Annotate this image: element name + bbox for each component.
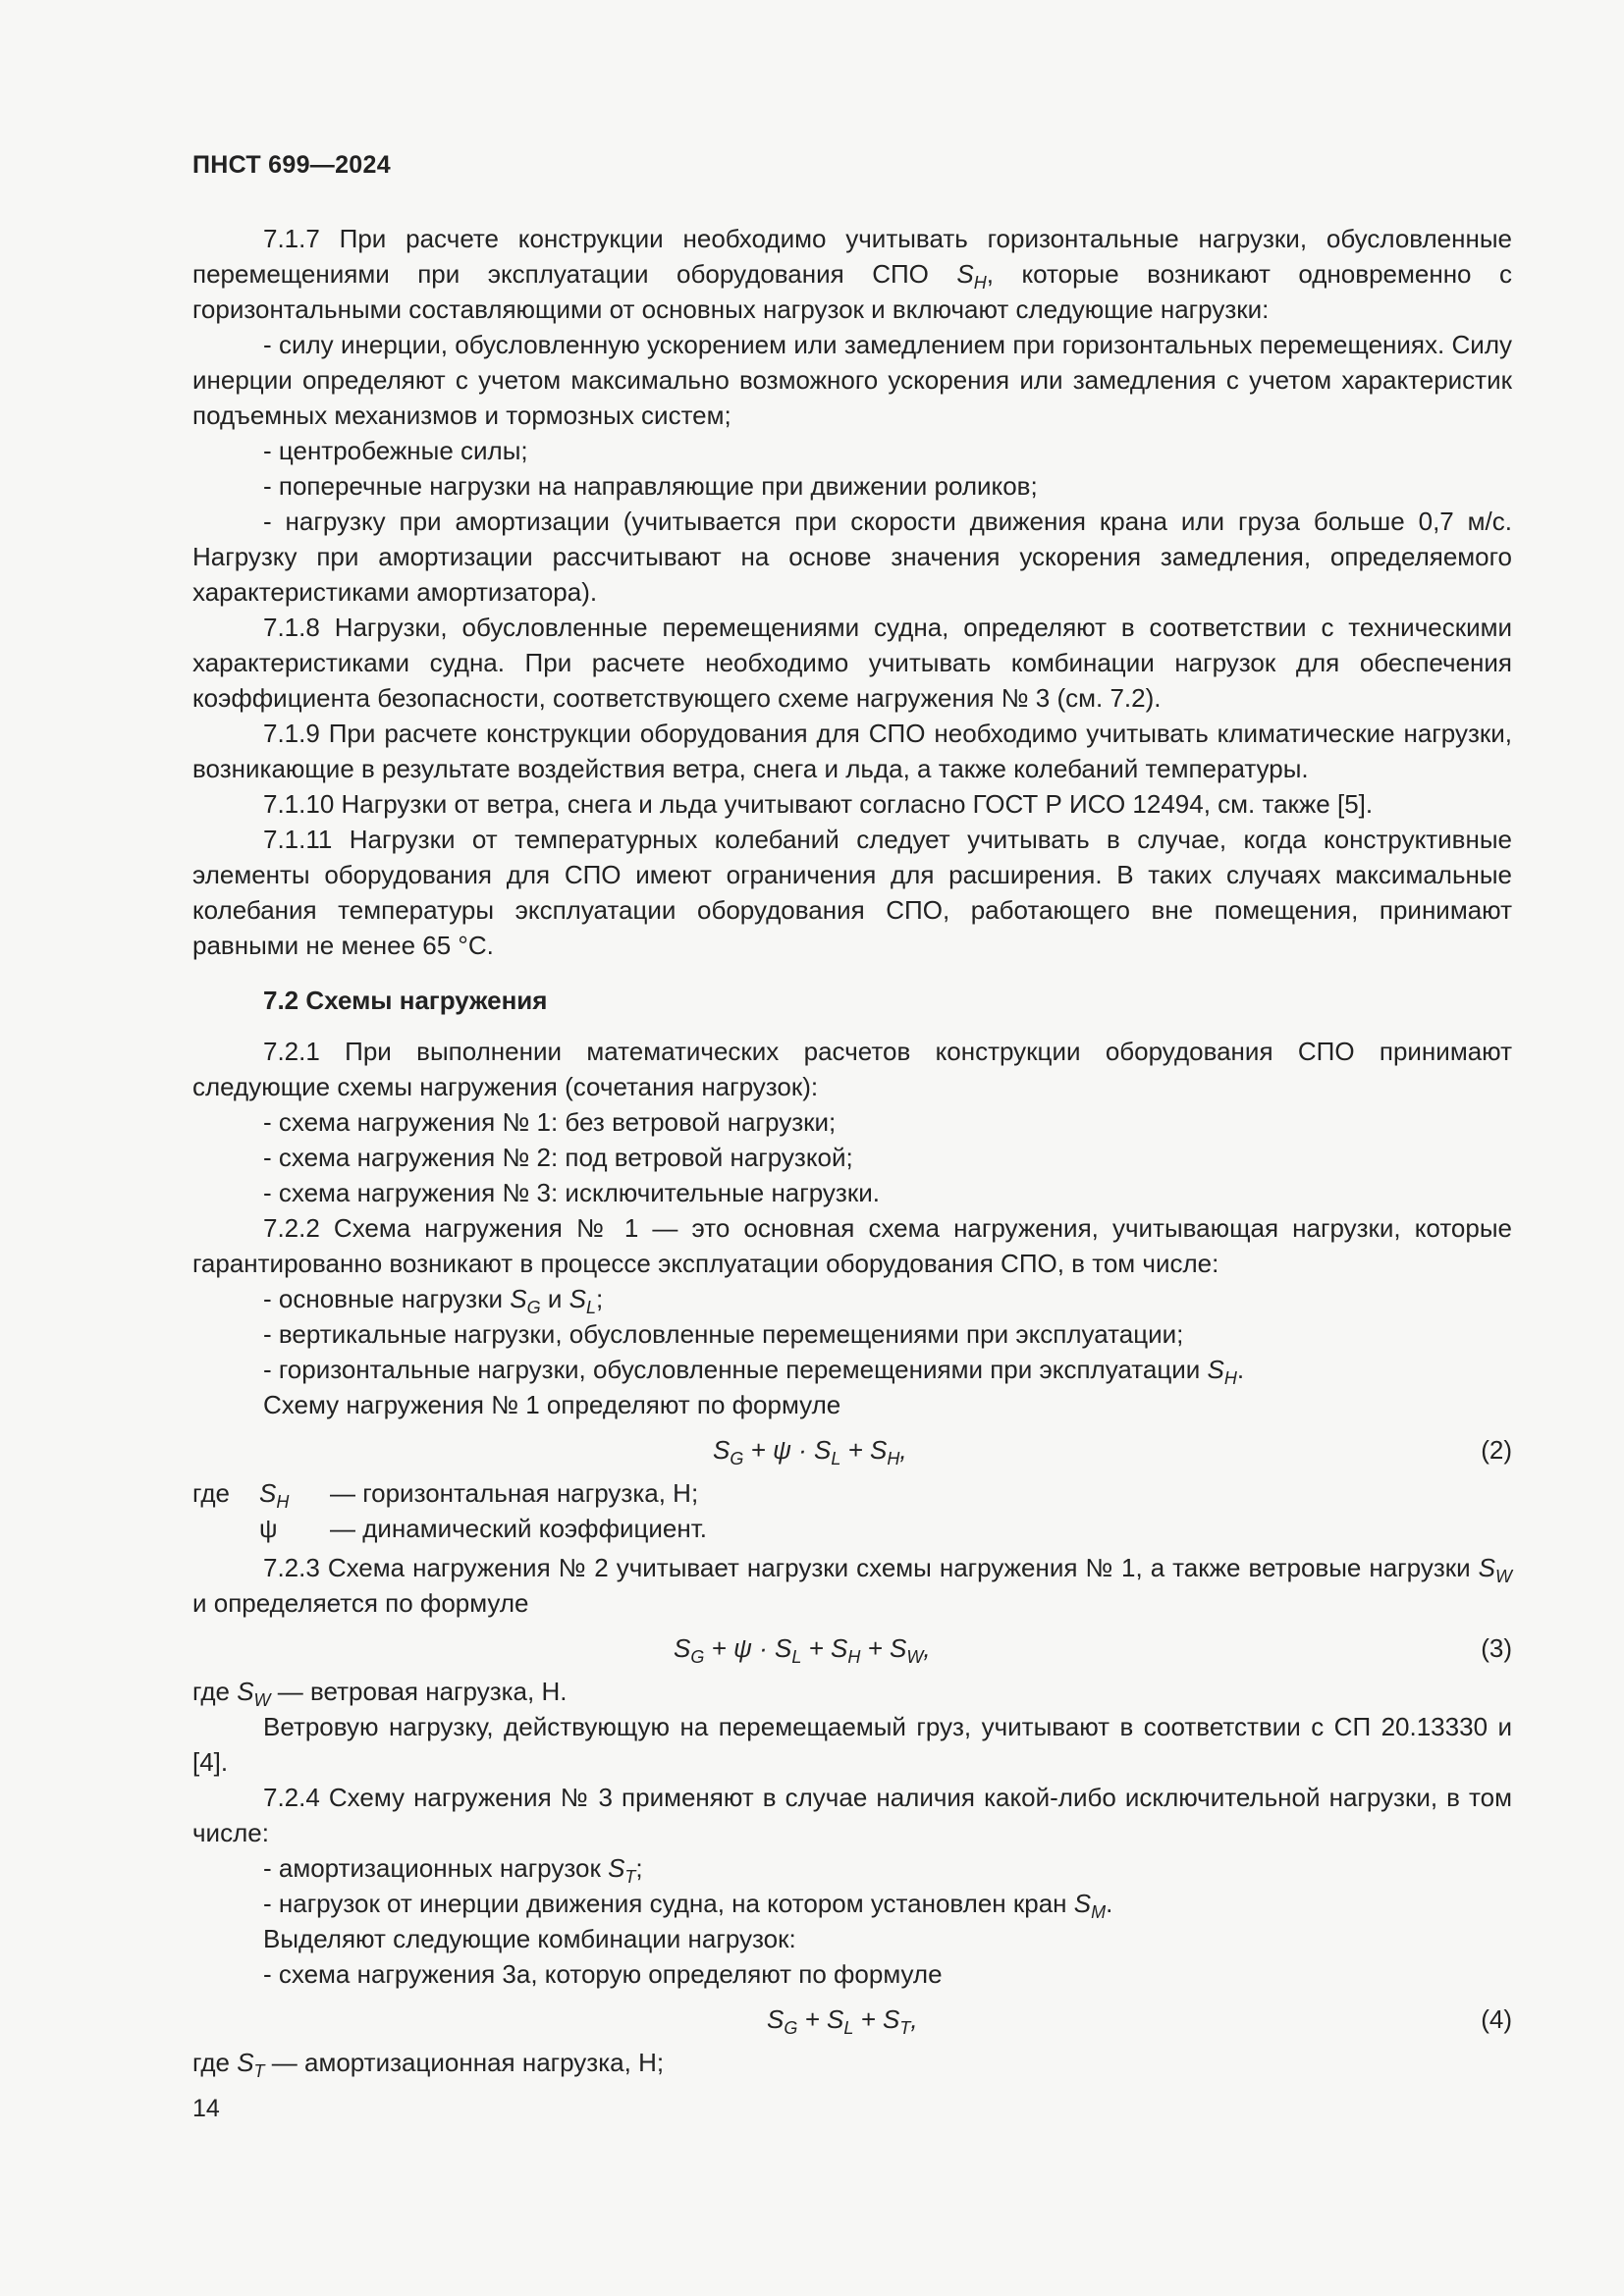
- formula-2: [192, 1428, 1512, 1471]
- formula-3: [192, 1627, 1512, 1670]
- paragraph-7-1-7: 7.1.7 При расчете конструкции необходимо учитывать горизонтальные нагрузки, обусловленные перемещениями при эксплуатации оборудования СПО $S_H$, которые возникают одновременно с горизонтальными составляющими от основных нагрузок и включают следующие нагрузки:: [192, 224, 1512, 324]
- formula-3-number: (3): [1481, 1633, 1512, 1663]
- paragraph-7-1-10: 7.1.10 Нагрузки от ветра, снега и льда учитывают согласно ГОСТ Р ИСО 12494, см. также [5].: [263, 789, 1374, 819]
- symbol-s-h: $S_H$: [956, 259, 987, 293]
- paragraph-7-1-11: 7.1.11 Нагрузки от температурных колебаний следует учитывать в случае, когда конструктивные элементы оборудования для СПО имеют ограничения для расширения. В таких случаях максимальные колебания температуры эксплуатации оборудования СПО, работающего вне помещения, принимают равными не менее 65 °С.: [192, 825, 1512, 960]
- paragraph-7-2-2: 7.2.2 Схема нагружения № 1 — это основная схема нагружения, учитывающая нагрузки, которые гарантированно возникают в процессе эксплуатации оборудования СПО, в том числе:: [192, 1213, 1512, 1278]
- where-clause: где $S_H$ — горизонтальная нагрузка, Н;: [192, 1478, 699, 1512]
- paragraph-7-2-3: 7.2.3 Схема нагружения № 2 учитывает нагрузки схемы нагружения № 1, а также ветровые нагрузки $S_W$ и определяется по формуле: [192, 1553, 1512, 1618]
- document-body: [192, 221, 1512, 2080]
- list-item: - горизонтальные нагрузки, обусловленные перемещениями при эксплуатации $S_H$.: [263, 1355, 1245, 1388]
- list-item: - основные нагрузки $S_G$ и $S_L$;: [263, 1284, 604, 1317]
- formula-4-number: (4): [1481, 2004, 1512, 2034]
- formula-4-expression: $S_G + S_L + S_T$,: [767, 2004, 918, 2038]
- formula-3-expression: $S_G + \psi \cdot S_L + S_H + S_W$,: [674, 1633, 931, 1667]
- paragraph-7-2-1: 7.2.1 При выполнении математических расчетов конструкции оборудования СПО принимают следующие схемы нагружения (сочетания нагрузок):: [192, 1037, 1512, 1101]
- paragraph-7-2-4: 7.2.4 Схему нагружения № 3 применяют в случае наличия какой-либо исключительной нагрузки, в том числе:: [192, 1783, 1512, 1847]
- where-clause: ψ — динамический коэффициент.: [259, 1514, 707, 1543]
- formula-intro: Схему нагружения № 1 определяют по формуле: [263, 1390, 841, 1419]
- list-item: - схема нагружения 3а, которую определяют по формуле: [263, 1959, 943, 1989]
- list-item: - нагрузок от инерции движения судна, на котором установлен кран $S_M$.: [263, 1889, 1113, 1922]
- list-item: - вертикальные нагрузки, обусловленные перемещениями при эксплуатации;: [263, 1319, 1184, 1349]
- formula-2-number: (2): [1481, 1435, 1512, 1465]
- formula-2-expression: $S_G + \psi \cdot S_L + S_H$,: [713, 1435, 907, 1468]
- list-item: - схема нагружения № 3: исключительные нагрузки.: [263, 1178, 880, 1207]
- paragraph-combinations: Выделяют следующие комбинации нагрузок:: [263, 1924, 796, 1953]
- paragraph-7-1-8: 7.1.8 Нагрузки, обусловленные перемещениями судна, определяют в соответствии с техническими характеристиками судна. При расчете необходимо учитывать комбинации нагрузок для обеспечения коэффициента безопасности, соответствующего схеме нагружения № 3 (см. 7.2).: [192, 613, 1512, 713]
- paragraph-7-1-9: 7.1.9 При расчете конструкции оборудования для СПО необходимо учитывать климатические нагрузки, возникающие в результате воздействия ветра, снега и льда, а также колебаний температуры.: [192, 719, 1512, 783]
- list-item: - нагрузку при амортизации (учитывается при скорости движения крана или груза больше 0,7 м/с. Нагрузку при амортизации рассчитывают на основе значения ускорения замедления, определяемого характеристиками амортизатора).: [192, 507, 1512, 607]
- list-item: - силу инерции, обусловленную ускорением или замедлением при горизонтальных перемещениях. Силу инерции определяют с учетом максимально возможного ускорения или замедления с учетом характеристик подъемных механизмов и тормозных систем;: [192, 330, 1512, 430]
- paragraph-wind-load: Ветровую нагрузку, действующую на перемещаемый груз, учитывают в соответствии с СП 20.13330 и [4].: [192, 1712, 1512, 1777]
- list-item: - схема нагружения № 1: без ветровой нагрузки;: [263, 1107, 837, 1137]
- document-header: ПНСТ 699—2024: [192, 151, 391, 179]
- section-heading-7-2: 7.2 Схемы нагружения: [263, 986, 548, 1015]
- page-number: 14: [192, 2095, 220, 2122]
- list-item: - амортизационных нагрузок $S_T$;: [263, 1853, 643, 1887]
- list-item: - центробежные силы;: [263, 436, 528, 465]
- where-clause: где $S_T$ — амортизационная нагрузка, Н;: [192, 2048, 665, 2081]
- list-item: - схема нагружения № 2: под ветровой нагрузкой;: [263, 1143, 853, 1172]
- where-clause: где $S_W$ — ветровая нагрузка, Н.: [192, 1677, 568, 1710]
- formula-4: [192, 1998, 1512, 2041]
- list-item: - поперечные нагрузки на направляющие при движении роликов;: [263, 471, 1038, 501]
